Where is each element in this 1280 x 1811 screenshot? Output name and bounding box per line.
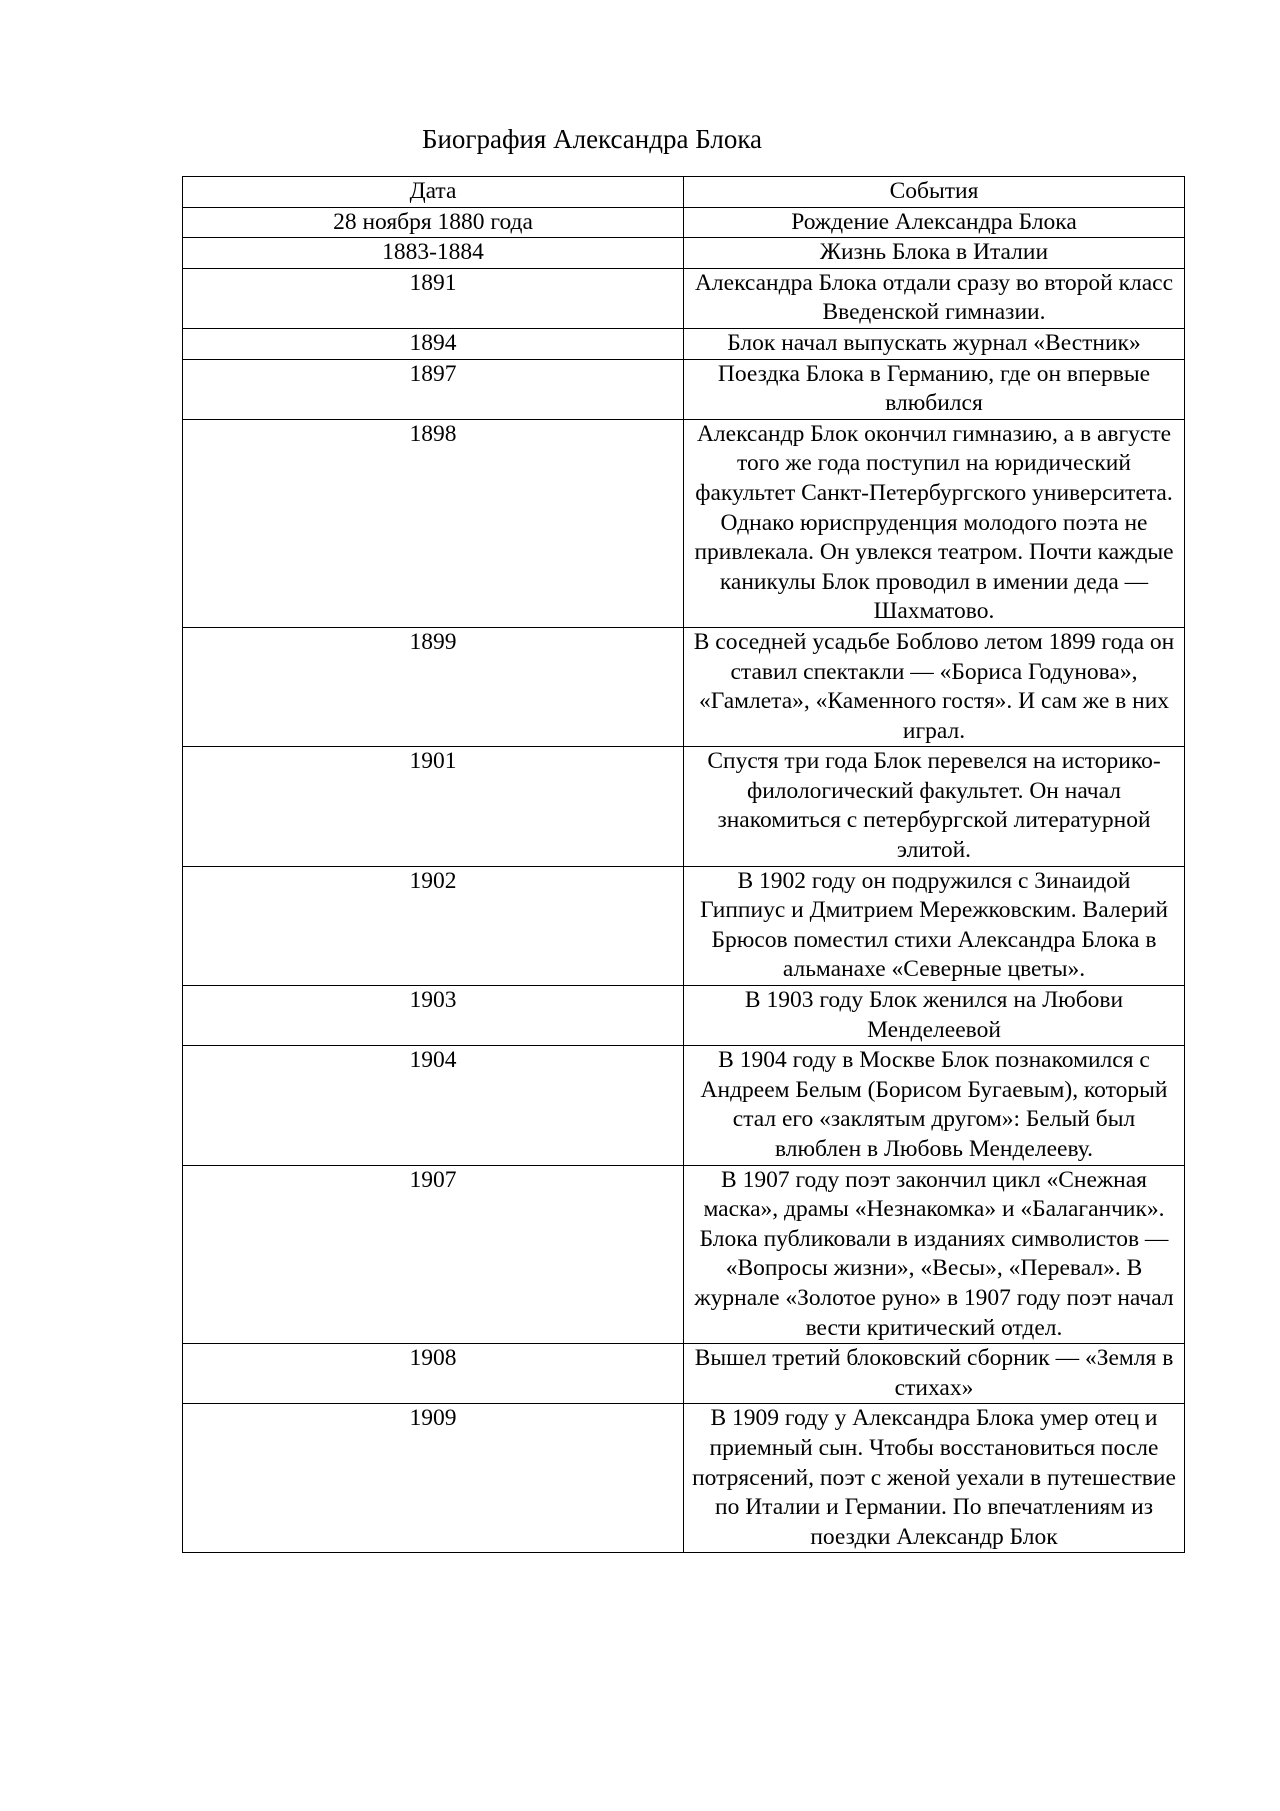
date-cell: 1907 — [183, 1165, 684, 1344]
table-row — [183, 1344, 1185, 1404]
event-cell: В 1907 году поэт закончил цикл «Снежная маска», драмы «Незнакомка» и «Балаганчик». Блока публиковали в изданиях символистов — «Вопросы жизни», «Весы», «Перевал». В журнале «Золотое руно» в 1907 году поэт начал вести критический отдел. — [684, 1165, 1185, 1344]
event-cell: В 1904 году в Москве Блок познакомился с Андреем Белым (Борисом Бугаевым), который стал его «заклятым другом»: Белый был влюблен в Любовь Менделееву. — [684, 1046, 1185, 1165]
date-cell: 1891 — [183, 268, 684, 328]
table-row — [183, 866, 1185, 985]
event-cell: Поездка Блока в Германию, где он впервые влюбился — [684, 359, 1185, 419]
date-cell: 1894 — [183, 328, 684, 359]
date-cell: 1897 — [183, 359, 684, 419]
event-cell: В соседней усадьбе Боблово летом 1899 года он ставил спектакли — «Бориса Годунова», «Гамлета», «Каменного гостя». И сам же в них играл. — [684, 627, 1185, 746]
table-row — [183, 207, 1185, 238]
table-row — [183, 238, 1185, 269]
event-cell: Спустя три года Блок перевелся на историко-филологический факультет. Он начал знакомиться с петербургской литературной элитой. — [684, 747, 1185, 866]
event-cell: В 1909 году у Александра Блока умер отец и приемный сын. Чтобы восстановиться после потрясений, поэт с женой уехали в путешествие по Италии и Германии. По впечатлениям из поездки Александр Блок — [684, 1404, 1185, 1553]
table-row — [183, 1165, 1185, 1344]
date-cell: 1899 — [183, 627, 684, 746]
column-header-events: События — [684, 177, 1185, 208]
table-row — [183, 328, 1185, 359]
page-title: Биография Александра Блока — [421, 124, 763, 154]
event-cell: Жизнь Блока в Италии — [684, 238, 1185, 269]
column-header-date: Дата — [183, 177, 684, 208]
table-row — [183, 1046, 1185, 1165]
table-row — [183, 627, 1185, 746]
date-cell: 1904 — [183, 1046, 684, 1165]
date-cell: 1903 — [183, 986, 684, 1046]
date-cell: 28 ноября 1880 года — [183, 207, 684, 238]
table-row — [183, 747, 1185, 866]
table-row — [183, 268, 1185, 328]
event-cell: Александра Блока отдали сразу во второй класс Введенской гимназии. — [684, 268, 1185, 328]
date-cell: 1883-1884 — [183, 238, 684, 269]
event-cell: Рождение Александра Блока — [684, 207, 1185, 238]
date-cell: 1908 — [183, 1344, 684, 1404]
event-cell: В 1902 году он подружился с Зинаидой Гиппиус и Дмитрием Мережковским. Валерий Брюсов поместил стихи Александра Блока в альманахе «Северные цветы». — [684, 866, 1185, 985]
date-cell: 1902 — [183, 866, 684, 985]
biography-table — [182, 176, 1185, 1553]
date-cell: 1898 — [183, 419, 684, 627]
event-cell: Блок начал выпускать журнал «Вестник» — [684, 328, 1185, 359]
event-cell: Вышел третий блоковский сборник — «Земля в стихах» — [684, 1344, 1185, 1404]
table-row — [183, 359, 1185, 419]
date-cell: 1901 — [183, 747, 684, 866]
table-header-row — [183, 177, 1185, 208]
event-cell: В 1903 году Блок женился на Любови Менделеевой — [684, 986, 1185, 1046]
table-row — [183, 986, 1185, 1046]
table-row — [183, 419, 1185, 627]
event-cell: Александр Блок окончил гимназию, а в августе того же года поступил на юридический факультет Санкт-Петербургского университета. Однако юриспруденция молодого поэта не привлекала. Он увлекся театром. Почти каждые каникулы Блок проводил в имении деда — Шахматово. — [684, 419, 1185, 627]
table-row — [183, 1404, 1185, 1553]
date-cell: 1909 — [183, 1404, 684, 1553]
